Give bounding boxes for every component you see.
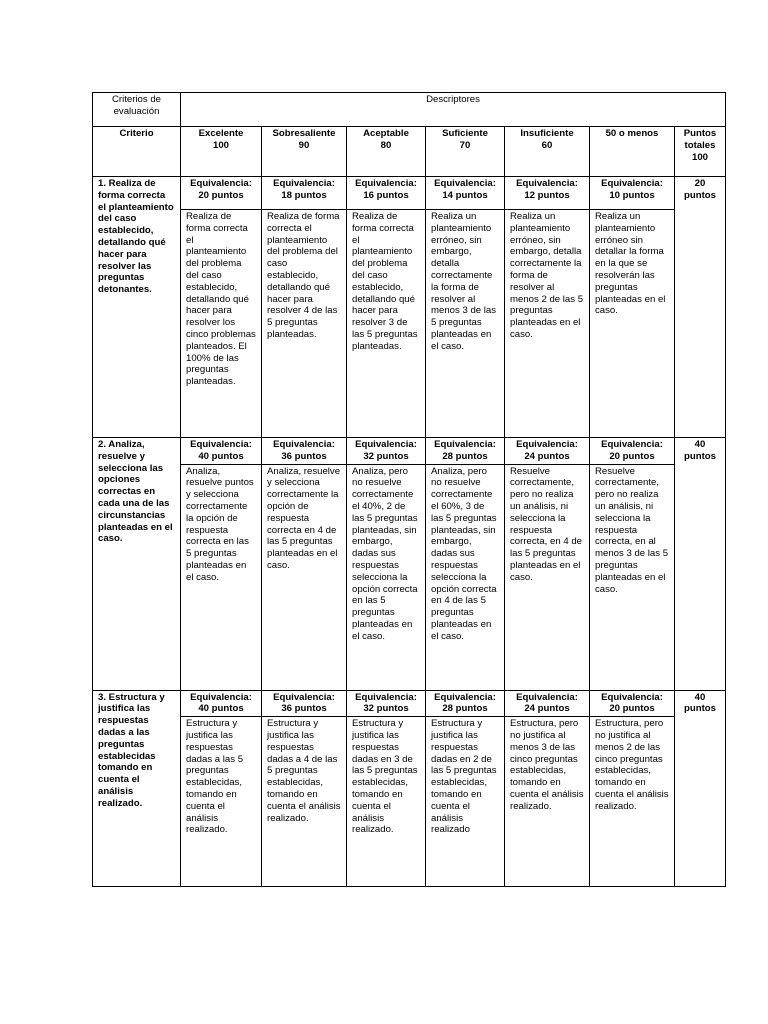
descriptor-cell: Estructura y justifica las respuestas dadas a las 5 preguntas establecidas, tomando en cuenta el análisis realizado. bbox=[181, 717, 262, 887]
rubric-table bbox=[92, 92, 726, 887]
criterion-2-equivalence-row bbox=[93, 438, 726, 465]
criterion-1-title: 1. Realiza de forma correcta el planteamiento del caso establecido, detallando qué hacer para resolver las preguntas detonantes. bbox=[93, 177, 181, 438]
equivalence-cell: Equivalencia: 20 puntos bbox=[590, 690, 675, 717]
equivalence-cell: Equivalencia: 16 puntos bbox=[347, 177, 426, 210]
level-score: 70 bbox=[459, 139, 471, 151]
criterion-3-points: 40 puntos bbox=[675, 690, 726, 887]
equivalence-cell: Equivalencia: 18 puntos bbox=[262, 177, 347, 210]
descriptor-cell: Estructura y justifica las respuestas dadas en 3 de las 5 preguntas establecidas, tomando en cuenta el análisis realizado. bbox=[347, 717, 426, 887]
descriptor-cell: Realiza de forma correcta el planteamiento del problema del caso establecido, detallando qué hacer para resolver 3 de las 5 preguntas planteadas. bbox=[347, 210, 426, 438]
level-header bbox=[590, 127, 675, 177]
equivalence-cell: Equivalencia: 32 puntos bbox=[347, 438, 426, 465]
equivalence-cell: Equivalencia: 40 puntos bbox=[181, 438, 262, 465]
criterion-1-descriptor-row bbox=[93, 210, 726, 438]
level-name: Suficiente bbox=[442, 128, 488, 139]
criterion-3-title: 3. Estructura y justifica las respuestas dadas a las preguntas establecidas tomando en cuenta el análisis realizado. bbox=[93, 690, 181, 887]
level-score: 100 bbox=[212, 139, 229, 151]
criterion-1-equivalence-row bbox=[93, 177, 726, 210]
header-row-top bbox=[93, 93, 726, 127]
equivalence-cell: Equivalencia: 36 puntos bbox=[262, 690, 347, 717]
equivalence-cell: Equivalencia: 36 puntos bbox=[262, 438, 347, 465]
descriptor-cell: Estructura y justifica las respuestas dadas a 4 de las 5 preguntas establecidas, tomando en cuenta el análisis realizado. bbox=[262, 717, 347, 887]
descriptor-cell: Estructura, pero no justifica al menos 2 de las cinco preguntas establecidas, tomando en cuenta el análisis realizado. bbox=[590, 717, 675, 887]
equivalence-cell: Equivalencia: 28 puntos bbox=[426, 438, 505, 465]
descriptors-header: Descriptores bbox=[181, 93, 726, 127]
equivalence-cell: Equivalencia: 24 puntos bbox=[505, 690, 590, 717]
level-name: Sobresaliente bbox=[272, 128, 336, 139]
level-header bbox=[262, 127, 347, 177]
descriptor-cell: Realiza de forma correcta el planteamiento del problema del caso establecido, detallando qué hacer para resolver 4 de las 5 preguntas planteadas. bbox=[262, 210, 347, 438]
equivalence-cell: Equivalencia: 14 puntos bbox=[426, 177, 505, 210]
criterion-3-equivalence-row bbox=[93, 690, 726, 717]
criterion-1-points: 20 puntos bbox=[675, 177, 726, 438]
descriptor-cell: Resuelve correctamente, pero no realiza un análisis, ni selecciona la respuesta correcta, en al menos 3 de las 5 preguntas planteadas en el caso. bbox=[590, 464, 675, 690]
level-header bbox=[426, 127, 505, 177]
descriptor-cell: Analiza, pero no resuelve correctamente el 60%, 3 de las 5 preguntas planteadas, sin embargo, dadas sus respuestas selecciona la opción correcta en 4 de las 5 preguntas planteadas en el caso. bbox=[426, 464, 505, 690]
total-points-header: Puntos totales 100 bbox=[675, 127, 726, 177]
equivalence-cell: Equivalencia: 20 puntos bbox=[590, 438, 675, 465]
descriptor-cell: Analiza, pero no resuelve correctamente el 40%, 2 de las 5 preguntas planteadas, sin embargo, dadas sus respuestas selecciona la opción correcta en las 5 preguntas planteadas en el caso. bbox=[347, 464, 426, 690]
criterion-2-title: 2. Analiza, resuelve y selecciona las opciones correctas en cada una de las circunstancias planteadas en el caso. bbox=[93, 438, 181, 691]
descriptor-cell: Realiza de forma correcta el planteamiento del problema del caso establecido, detallando qué hacer para resolver los cinco problemas planteados. El 100% de las preguntas planteadas. bbox=[181, 210, 262, 438]
equivalence-cell: Equivalencia: 20 puntos bbox=[181, 177, 262, 210]
equivalence-cell: Equivalencia: 24 puntos bbox=[505, 438, 590, 465]
level-header bbox=[505, 127, 590, 177]
descriptor-cell: Analiza, resuelve y selecciona correctamente la opción de respuesta correcta en 4 de las 5 preguntas planteadas en el caso. bbox=[262, 464, 347, 690]
descriptor-cell: Realiza un planteamiento erróneo sin detallar la forma en la que se resolverán las preguntas planteadas en el caso. bbox=[590, 210, 675, 438]
criterion-3-descriptor-row bbox=[93, 717, 726, 887]
criterion-2-points: 40 puntos bbox=[675, 438, 726, 691]
descriptor-cell: Estructura y justifica las respuestas dadas en 2 de las 5 preguntas establecidas, tomando en cuenta el análisis realizado bbox=[426, 717, 505, 887]
equivalence-cell: Equivalencia: 40 puntos bbox=[181, 690, 262, 717]
descriptor-cell: Estructura, pero no justifica al menos 3 de las cinco preguntas establecidas, tomando en cuenta el análisis realizado. bbox=[505, 717, 590, 887]
criterion-2-descriptor-row bbox=[93, 464, 726, 690]
descriptor-cell: Realiza un planteamiento erróneo, sin embargo, detalla correctamente la forma de resolver al menos 2 de las 5 preguntas planteadas en el caso. bbox=[505, 210, 590, 438]
level-score: 60 bbox=[541, 139, 553, 151]
level-score: 90 bbox=[298, 139, 310, 151]
level-name: Excelente bbox=[198, 128, 244, 139]
equivalence-cell: Equivalencia: 10 puntos bbox=[590, 177, 675, 210]
level-name: Aceptable bbox=[363, 128, 409, 139]
descriptor-cell: Resuelve correctamente, pero no realiza un análisis, ni selecciona la respuesta correcta, en 4 de las 5 preguntas planteadas en el caso. bbox=[505, 464, 590, 690]
level-header bbox=[181, 127, 262, 177]
criterion-header: Criterio bbox=[93, 127, 181, 177]
header-row-levels bbox=[93, 127, 726, 177]
equivalence-cell: Equivalencia: 12 puntos bbox=[505, 177, 590, 210]
level-header bbox=[347, 127, 426, 177]
level-name: Insuficiente bbox=[520, 128, 574, 139]
descriptor-cell: Realiza un planteamiento erróneo, sin embargo, detalla correctamente la forma de resolver al menos 3 de las 5 preguntas planteadas en el caso. bbox=[426, 210, 505, 438]
level-name: 50 o menos bbox=[605, 128, 659, 139]
descriptor-cell: Analiza, resuelve puntos y selecciona correctamente la opción de respuesta correcta en las 5 preguntas planteadas en el caso. bbox=[181, 464, 262, 690]
equivalence-cell: Equivalencia: 32 puntos bbox=[347, 690, 426, 717]
criteria-group-header: Criterios de evaluación bbox=[93, 93, 181, 127]
level-score: 80 bbox=[380, 139, 392, 151]
equivalence-cell: Equivalencia: 28 puntos bbox=[426, 690, 505, 717]
